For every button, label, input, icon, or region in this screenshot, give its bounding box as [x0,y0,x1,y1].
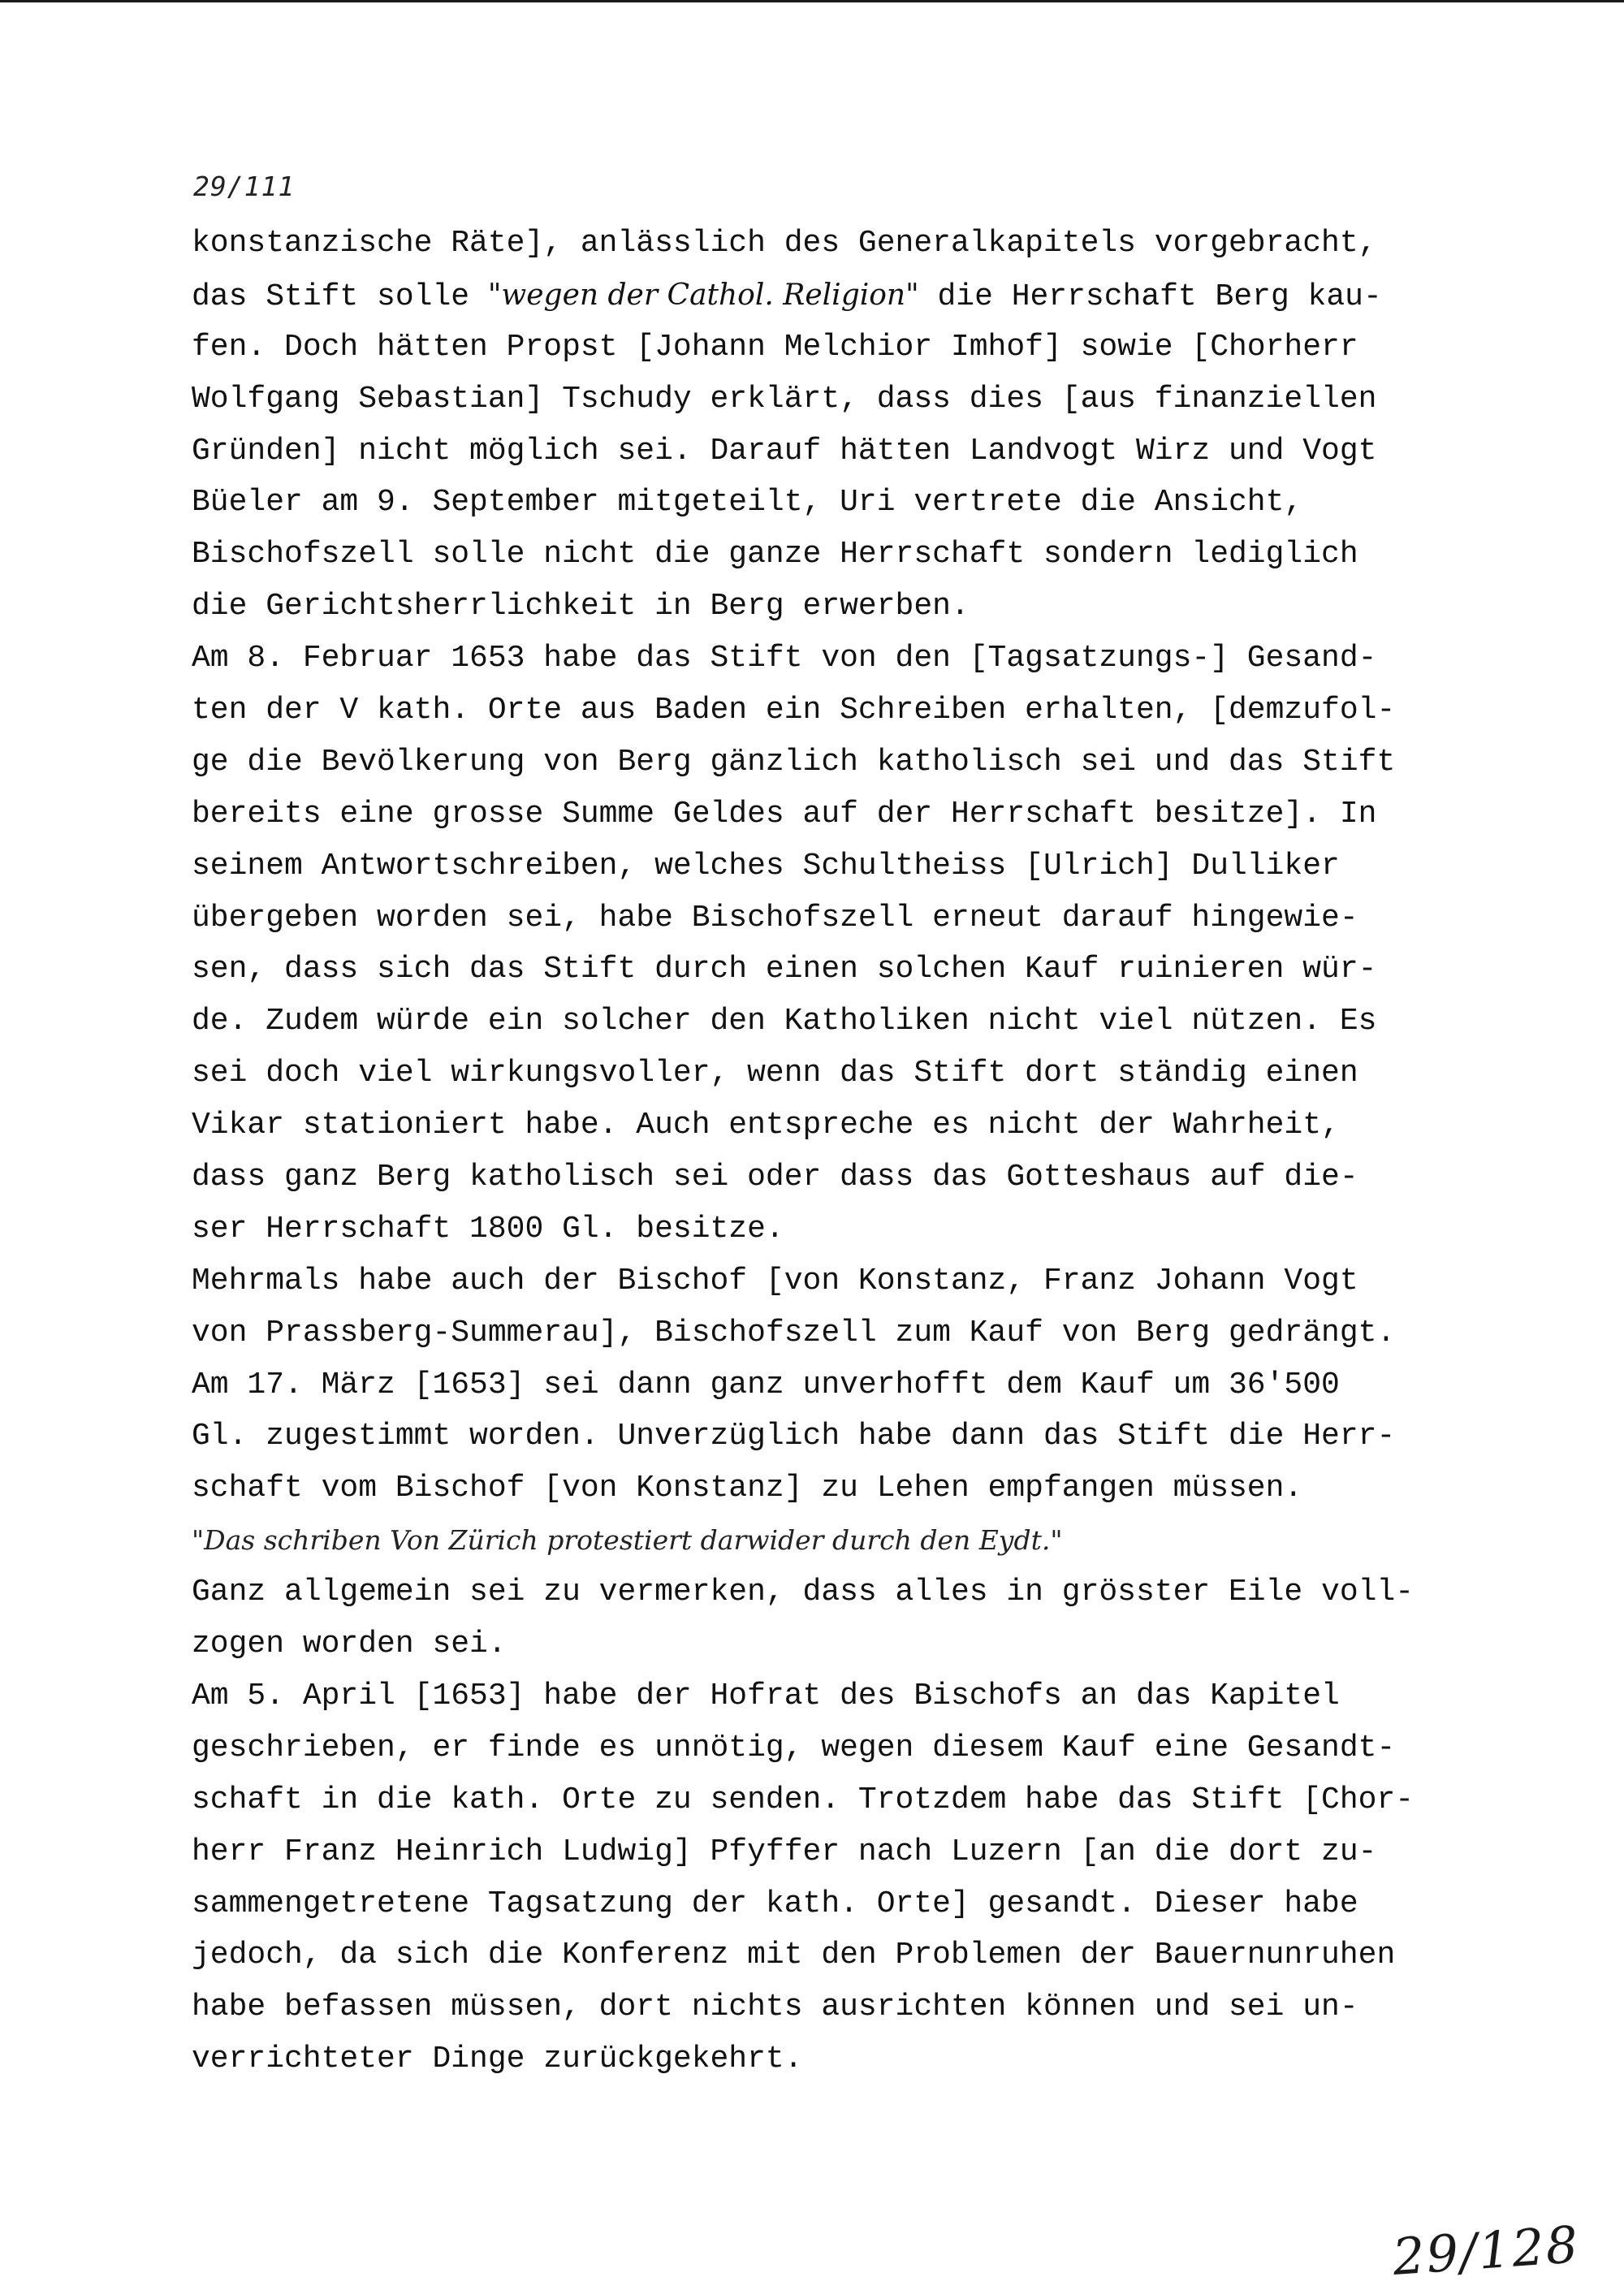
text-line [192,1670,1588,1722]
line-text: bereits eine grosse Summe Geldes auf der Herrschaft besitze]. In [192,796,1377,832]
line-text: verrichteter Dinge zurückgekehrt. [192,2042,803,2077]
line-text: Büeler am 9. September mitgeteilt, Uri vertrete die Ansicht, [192,485,1303,521]
text-line [192,1203,1588,1255]
line-text: sammengetretene Tagsatzung der kath. Orte] gesandt. Dieser habe [192,1886,1358,1921]
text-line [192,1151,1588,1203]
text-line [192,1411,1588,1463]
text-line [192,1878,1588,1930]
document-body [192,218,1588,2085]
line-text: die Herrschaft Berg kau- [918,279,1382,314]
line-text: habe befassen müssen, dort nichts ausrichten können und sei un- [192,1990,1358,2025]
line-text: konstanzische Räte], anlässlich des Generalkapitels vorgebracht, [192,226,1377,261]
line-text: Am 17. März [1653] sei dann ganz unverhofft dem Kauf um 36'500 [192,1367,1340,1402]
text-line [192,737,1588,789]
line-text: geschrieben, er finde es unnötig, wegen diesem Kauf eine Gesandt- [192,1730,1396,1765]
text-line [192,1826,1588,1878]
text-line [192,1722,1588,1774]
line-text: de. Zudem würde ein solcher den Katholiken nicht viel nützen. Es [192,1004,1377,1039]
line-text: schaft in die kath. Orte zu senden. Trotzdem habe das Stift [Chor- [192,1782,1415,1817]
line-text: Mehrmals habe auch der Bischof [von Konstanz, Franz Johann Vogt [192,1263,1358,1298]
text-line [192,477,1588,529]
text-line [192,1981,1588,2033]
line-text: ser Herrschaft 1800 Gl. besitze. [192,1211,784,1247]
text-line [192,1100,1588,1151]
line-text: sei doch viel wirkungsvoller, wenn das Stift dort ständig einen [192,1056,1358,1091]
line-text: seinem Antwortschreiben, welches Schultheiss [Ulrich] Dulliker [192,848,1340,884]
text-line [192,426,1588,477]
text-line [192,2033,1588,2085]
line-text: Am 8. Februar 1653 habe das Stift von den [Tagsatzungs-] Gesand- [192,641,1377,676]
line-text: ten der V kath. Orte aus Baden ein Schreiben erhalten, [demzufol- [192,693,1396,728]
text-line [192,322,1588,374]
line-text: das Stift solle [192,279,488,314]
line-text: zogen worden sei. [192,1627,507,1662]
text-line [192,1255,1588,1307]
text-line [192,685,1588,737]
line-text: jedoch, da sich die Konferenz mit den Problemen der Bauernunruhen [192,1938,1396,1973]
line-text: schaft vom Bischof [von Konstanz] zu Lehen empfangen müssen. [192,1471,1303,1506]
line-text: Wolfgang Sebastian] Tschudy erklärt, dass dies [aus finanziellen [192,381,1377,417]
line-text: Bischofszell solle nicht die ganze Herrschaft sondern lediglich [192,537,1358,572]
text-line [192,1566,1588,1618]
line-text: Gl. zugestimmt worden. Unverzüglich habe dann das Stift die Herr- [192,1419,1396,1454]
text-line [192,581,1588,633]
line-text: die Gerichtsherrlichkeit in Berg erwerben. [192,589,970,624]
text-line [192,996,1588,1048]
line-text: Am 5. April [1653] habe der Hofrat des Bischofs an das Kapitel [192,1678,1340,1713]
handwritten-folio-number: 29/128 [1390,2214,1582,2287]
text-line [192,944,1588,996]
text-line [192,1307,1588,1359]
text-line [192,1929,1588,1981]
text-line [192,1618,1588,1670]
text-line [192,1048,1588,1100]
text-line [192,789,1588,840]
line-text: herr Franz Heinrich Ludwig] Pfyffer nach Luzern [an die dort zu- [192,1834,1377,1869]
line-text: Ganz allgemein sei zu vermerken, dass alles in grösster Eile voll- [192,1575,1415,1610]
top-border-rule [0,0,1624,2]
text-line [192,529,1588,581]
line-text: sen, dass sich das Stift durch einen solchen Kauf ruinieren wür- [192,952,1377,987]
page-reference: 29/111 [193,171,296,202]
line-text: ge die Bevölkerung von Berg gänzlich katholisch sei und das Stift [192,744,1396,780]
quoted-citation-line: "Das schriben Von Zürich protestiert darwider durch den Eydt." [192,1524,1063,1557]
text-line [192,374,1588,426]
text-line [192,1463,1588,1514]
line-text: Vikar stationiert habe. Auch entspreche es nicht der Wahrheit, [192,1108,1340,1143]
italic-quote: "wegen der Cathol. Religion" [487,278,919,312]
line-text: von Prassberg-Summerau], Bischofszell zum Kauf von Berg gedrängt. [192,1315,1396,1350]
text-line [192,633,1588,685]
line-text: fen. Doch hätten Propst [Johann Melchior Imhof] sowie [Chorherr [192,329,1358,365]
text-line [192,1774,1588,1826]
text-line [192,1359,1588,1411]
line-text: übergeben worden sei, habe Bischofszell erneut darauf hingewie- [192,900,1358,935]
text-line [192,840,1588,892]
text-line [192,270,1588,322]
line-text: Gründen] nicht möglich sei. Darauf hätten Landvogt Wirz und Vogt [192,433,1377,469]
text-line [192,218,1588,270]
line-text: dass ganz Berg katholisch sei oder dass das Gotteshaus auf die- [192,1160,1358,1195]
text-line [192,892,1588,944]
